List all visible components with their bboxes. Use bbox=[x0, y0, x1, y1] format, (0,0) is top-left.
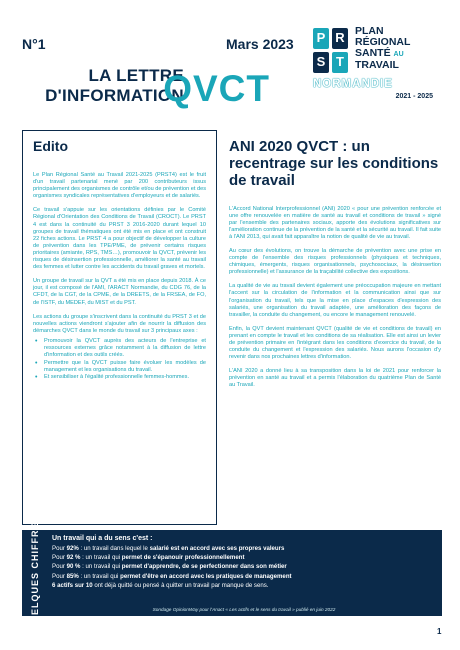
edito-heading: Edito bbox=[33, 138, 68, 154]
key-figures-box bbox=[22, 515, 442, 631]
logo-years: 2021 - 2025 bbox=[395, 93, 433, 100]
article-paragraph: Enfin, la QVT devient maintenant QVCT (qualité de vie et conditions de travail) en prenant en compte le travail et les conditions de sa réalisation. Elle est ainsi un levier de prévention primaire en l'intégrant dans les conditions d'exercice du travail, de la conduite du changement et l'expression des salariés. Nous aurons l'occasion d'y revenir dans nos prochaines lettres d'information. bbox=[229, 325, 441, 360]
key-figure-item: 6 actifs sur 10 ont déjà quitté ou pensé à quitter un travail par manque de sens. bbox=[52, 581, 269, 589]
key-figures-side-label: QUELQUES CHIFFRES bbox=[30, 515, 40, 631]
article-paragraph: Au cœur des évolutions, on trouve la démarche de prévention avec une prise en compte de l'ensemble des risques professionnels (physiques et techniques, chimiques, émergents, risques organisationnels, psychosociaux, la désinsertion professionnelle) et l'assurance de la traçabilité collective des expositions. bbox=[229, 248, 441, 276]
page-number: 1 bbox=[437, 627, 442, 636]
logo-letter-s: S bbox=[316, 54, 326, 69]
article-heading: ANI 2020 QVCT : un recentrage sur les conditions de travail bbox=[229, 138, 439, 189]
newsletter-title bbox=[34, 66, 270, 112]
edito-box bbox=[22, 130, 217, 525]
key-figures-source: Sondage OpinionWay pour l'Anact « Les actifs et le sens du travail » publié en juin 2022 bbox=[152, 607, 336, 612]
issue-number: N°1 bbox=[22, 36, 46, 52]
article-paragraph: La qualité de vie au travail devient également une préoccupation majeure en mettant l'accent sur la circulation de l'information et la communication ainsi que sur l'organisation du travail, tels que la mise en place d'espaces d'expression des salariés, une organisation du travail adaptée, une amélioration des façons de travailler, la conduite du changement, ou encore le management renouvelé. bbox=[229, 283, 441, 318]
title-line-1: LA LETTRE bbox=[88, 66, 184, 85]
title-brand: QVCT bbox=[163, 68, 270, 109]
issue-date: Mars 2023 bbox=[226, 36, 294, 52]
key-figure-item: Pour 92 % : un travail qui permet de s'épanouir professionnellement bbox=[52, 554, 245, 562]
ani-article bbox=[229, 138, 441, 396]
edito-axis-item: • Promouvoir la QVCT auprès des acteurs de l'entreprise et ressources externes grâce notamment à la diffusion de lettre d'information et des outils créés. bbox=[33, 338, 206, 359]
edito-paragraph: Un groupe de travail sur la QVT a été mis en place depuis 2018. À ce jour, il est composé de l'AMI, l'ARACT Normandie, du CDG 76, de la CFDT, de la CGT, de la CPME, de la DREETS, de la FRSEA, de FO, de l'ISTF, du MEDEF, du MIST et du PST. bbox=[33, 278, 206, 306]
key-figure-item: Pour 92% : un travail dans lequel le salarié est en accord avec ses propres valeurs bbox=[52, 545, 285, 552]
prst-logo bbox=[313, 26, 445, 108]
logo-letter-r: R bbox=[335, 30, 345, 45]
edito-axis-item: • Et sensibiliser à l'égalité professionnelle femmes-hommes. bbox=[33, 374, 206, 381]
edito-paragraph: Les actions du groupe s'inscrivent dans la continuité du PRST 3 et de nouvelles actions viendront s'ajouter afin de nourrir la diffusion des démarches QVCT dans le monde du travail sur 3 principaux axes : bbox=[33, 313, 206, 334]
logo-letter-p: P bbox=[316, 30, 326, 45]
key-figures-title: Un travail qui a du sens c'est : bbox=[52, 535, 153, 542]
logo-wordmark: PLAN RÉGIONAL SANTÉ AU TRAVAIL bbox=[355, 25, 411, 71]
key-figure-item: Pour 85% : un travail qui permet d'être en accord avec les pratiques de management bbox=[52, 572, 292, 580]
article-paragraph: L'Accord National Interprofessionnel (ANI) 2020 « pour une prévention renforcée et une offre renouvelée en matière de santé au travail et conditions de travail » signé par l'ensemble des partenaires sociaux, apporte des évolutions significatives sur l'amélioration continue de la prévention de la santé et la sécurité au travail. Il fait suite à l'ANI 2013, qui avait fait apparaître la notion de qualité de vie au travail. bbox=[229, 206, 441, 241]
edito-axes-list bbox=[33, 338, 206, 382]
key-figure-item: Pour 90 % : un travail qui permet d'apprendre, de se perfectionner dans son métier bbox=[52, 563, 287, 571]
article-paragraph: L'ANI 2020 a donné lieu à sa transposition dans la loi de 2021 pour renforcer la prévention en santé au travail et a permis l'élaboration du quatrième Plan de Santé au Travail. bbox=[229, 367, 441, 388]
edito-axis-item: • Permettre que la QVCT puisse faire évoluer les modèles de management et les organisations du travail. bbox=[33, 360, 206, 374]
prst-logo-mark bbox=[313, 28, 349, 74]
logo-region: NORMANDIE bbox=[313, 78, 393, 90]
logo-letter-t: T bbox=[336, 54, 344, 69]
edito-paragraph: Ce travail s'appuie sur les orientations définies par le Comité Régional d'Orientation des Conditions de Travail (CROCT). Le PRST 4 est dans la continuité du PRST 3 2016-2020 durant lequel 10 groupes de travail thématiques ont été mis en place et ont construit 22 fiches actions. Le PRST 4 a pour objectif de développer la culture de prévention dans les TPE/PME, de prévenir certains risques prioritaires (amiante, RPS, TMS…), promouvoir la QVCT, prévenir les risques de désinsertion professionnelle, améliorer la santé au travail des femmes et lutter contre les accidents du travail graves et mortels. bbox=[33, 207, 206, 271]
edito-paragraph: Le Plan Régional Santé au Travail 2021-2025 (PRST4) est le fruit d'un travail partenarial mené par 200 contributeurs issus principalement des organismes de contrôle et/ou de prévention et des organismes syndicales représentatives d'employeurs et de salariés. bbox=[33, 172, 206, 200]
title-line-2: D'INFORMATION bbox=[45, 86, 184, 105]
